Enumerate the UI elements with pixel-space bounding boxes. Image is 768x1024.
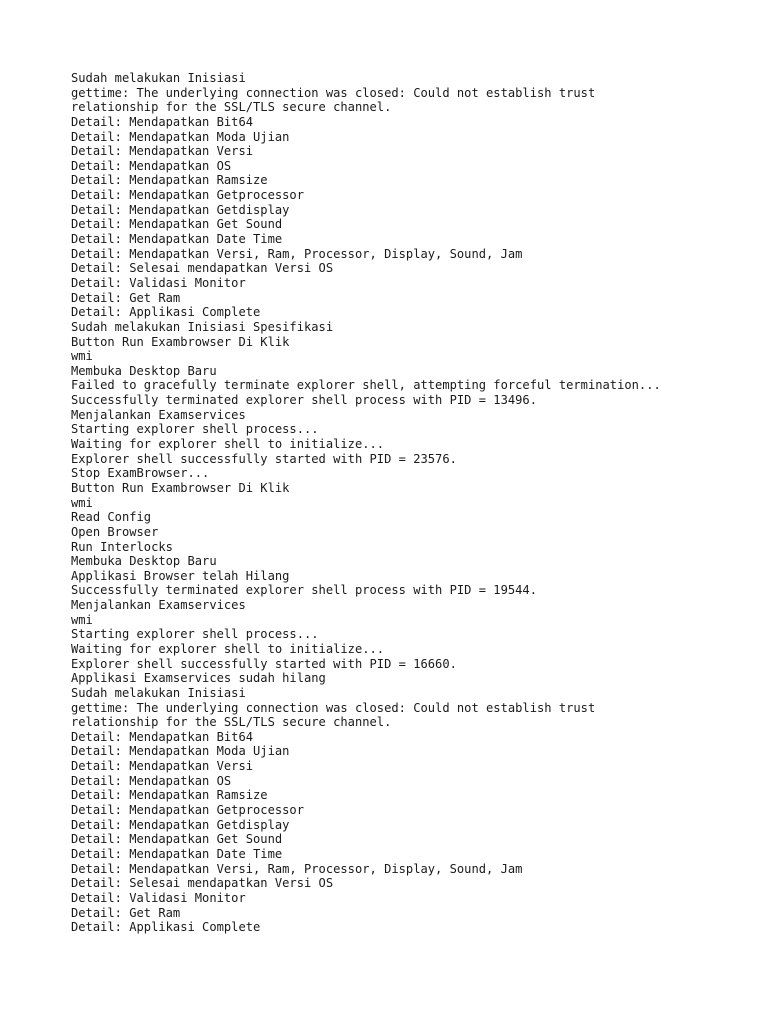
log-line: Starting explorer shell process... [71, 422, 319, 437]
log-line: Detail: Mendapatkan Moda Ujian [71, 744, 290, 759]
log-line: Waiting for explorer shell to initialize... [71, 641, 385, 656]
log-line: Detail: Applikasi Complete [71, 305, 261, 320]
log-line: Applikasi Examservices sudah hilang [71, 671, 326, 686]
log-line: Successfully terminated explorer shell process with PID = 19544. [71, 583, 537, 598]
log-line: Detail: Mendapatkan Getdisplay [71, 817, 290, 832]
log-line: Detail: Validasi Monitor [71, 890, 246, 905]
log-line: wmi [71, 349, 93, 364]
log-line: Stop ExamBrowser... [71, 466, 210, 481]
log-line: Detail: Selesai mendapatkan Versi OS [71, 876, 334, 891]
log-line: Detail: Mendapatkan OS [71, 158, 232, 173]
log-line: Sudah melakukan Inisiasi Spesifikasi [71, 319, 334, 334]
log-text-block [71, 71, 711, 935]
log-line: Detail: Mendapatkan Versi, Ram, Processor, Display, Sound, Jam [71, 861, 523, 876]
log-line: Detail: Applikasi Complete [71, 920, 261, 935]
log-line: Open Browser [71, 524, 159, 539]
log-line: Detail: Get Ram [71, 290, 181, 305]
log-line: Waiting for explorer shell to initialize... [71, 437, 385, 452]
log-line: wmi [71, 495, 93, 510]
log-line: Detail: Selesai mendapatkan Versi OS [71, 261, 334, 276]
log-line: Detail: Mendapatkan Moda Ujian [71, 129, 290, 144]
log-line: Detail: Mendapatkan OS [71, 773, 232, 788]
log-line: Detail: Mendapatkan Versi [71, 759, 254, 774]
log-line: Detail: Mendapatkan Versi, Ram, Processor, Display, Sound, Jam [71, 246, 523, 261]
log-line: Detail: Mendapatkan Date Time [71, 846, 283, 861]
log-line: Detail: Mendapatkan Bit64 [71, 729, 254, 744]
log-line: Button Run Exambrowser Di Klik [71, 334, 290, 349]
log-line: Detail: Mendapatkan Get Sound [71, 832, 283, 847]
log-line: relationship for the SSL/TLS secure channel. [71, 715, 392, 730]
log-line: Sudah melakukan Inisiasi [71, 685, 246, 700]
log-line: Run Interlocks [71, 539, 173, 554]
log-line: Detail: Mendapatkan Date Time [71, 232, 283, 247]
log-line: Detail: Mendapatkan Getprocessor [71, 803, 304, 818]
log-line: wmi [71, 612, 93, 627]
log-line: Membuka Desktop Baru [71, 554, 217, 569]
log-line: Applikasi Browser telah Hilang [71, 568, 290, 583]
log-line: Explorer shell successfully started with PID = 16660. [71, 656, 457, 671]
log-line: Detail: Mendapatkan Get Sound [71, 217, 283, 232]
log-line: gettime: The underlying connection was closed: Could not establish trust [71, 85, 596, 100]
log-line: Failed to gracefully terminate explorer shell, attempting forceful termination... [71, 378, 661, 393]
log-line: Sudah melakukan Inisiasi [71, 71, 246, 85]
log-line: Button Run Exambrowser Di Klik [71, 480, 290, 495]
log-line: Detail: Mendapatkan Getprocessor [71, 188, 304, 203]
log-line: Detail: Mendapatkan Getdisplay [71, 202, 290, 217]
log-line: Detail: Mendapatkan Bit64 [71, 114, 254, 129]
log-line: gettime: The underlying connection was closed: Could not establish trust [71, 700, 596, 715]
log-line: Detail: Validasi Monitor [71, 275, 246, 290]
log-line: Menjalankan Examservices [71, 407, 246, 422]
log-line: Detail: Get Ram [71, 905, 181, 920]
log-line: Detail: Mendapatkan Ramsize [71, 173, 268, 188]
log-line: Menjalankan Examservices [71, 598, 246, 613]
log-line: Starting explorer shell process... [71, 627, 319, 642]
log-line: Membuka Desktop Baru [71, 363, 217, 378]
log-line: Detail: Mendapatkan Ramsize [71, 788, 268, 803]
log-line: Read Config [71, 510, 152, 525]
log-line: Detail: Mendapatkan Versi [71, 144, 254, 159]
log-line: Explorer shell successfully started with PID = 23576. [71, 451, 457, 466]
log-line: Successfully terminated explorer shell process with PID = 13496. [71, 393, 537, 408]
log-line: relationship for the SSL/TLS secure channel. [71, 100, 392, 115]
